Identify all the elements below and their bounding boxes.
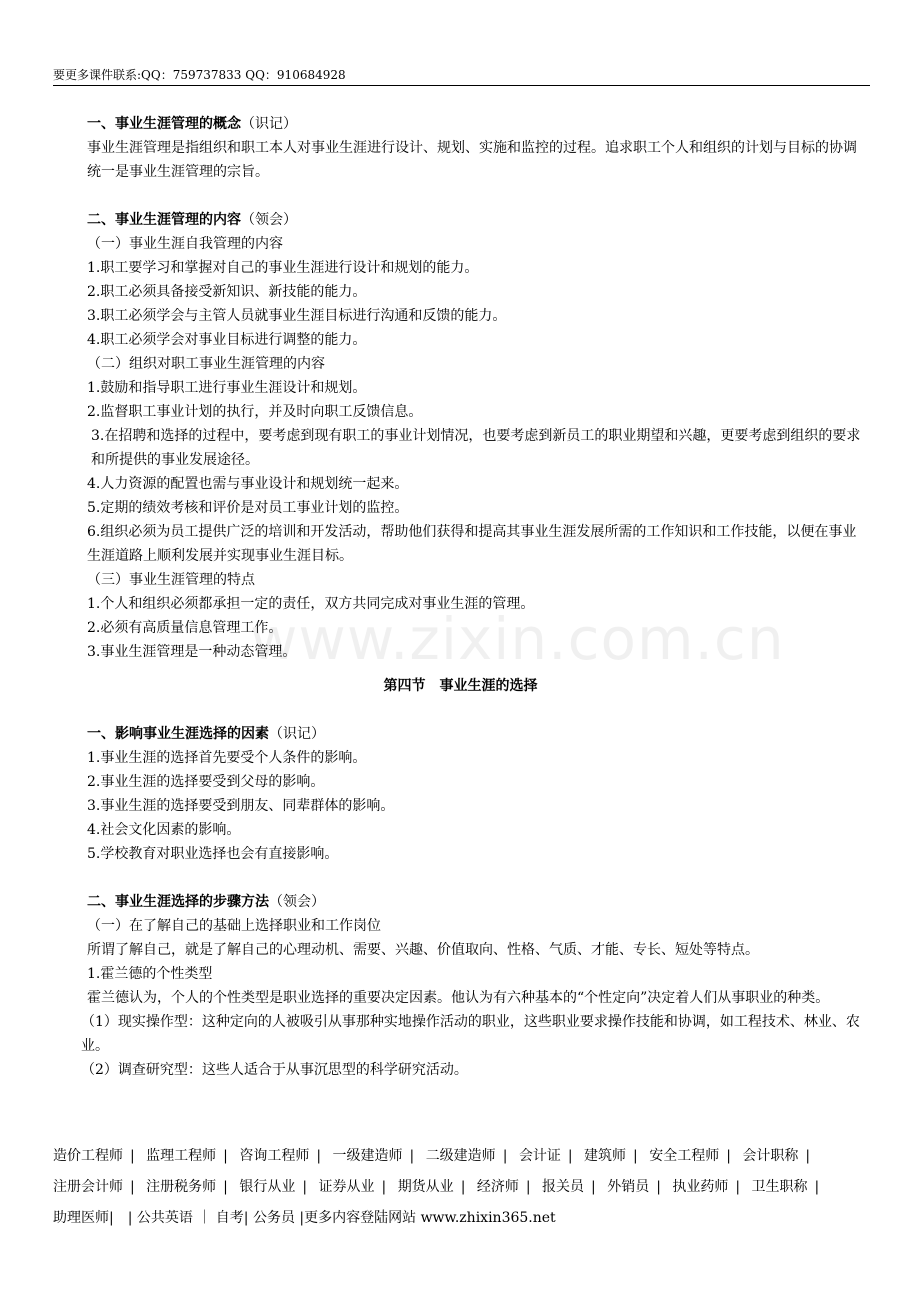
footer-row-2: 注册会计师 | 注册税务师 | 银行从业 | 证券从业 | 期货从业 | 经济师 | 报关员 | 外销员 | 执业药师 | 卫生职称 |	[53, 1179, 820, 1195]
footer-link[interactable]: 执业药师	[672, 1179, 729, 1195]
list-item: 3.在招聘和选择的过程中，要考虑到现有职工的事业计划情况，也要考虑到新员工的职业期望和兴趣，更要考虑到组织的要求和所提供的事业发展途径。	[91, 428, 861, 468]
list-item: 4.职工必须学会对事业目标进行调整的能力。	[87, 332, 367, 348]
heading-note: （领会）	[241, 212, 297, 228]
heading-note: （识记）	[241, 116, 297, 132]
list-item: 1.鼓励和指导职工进行事业生涯设计和规划。	[87, 380, 367, 396]
list-item: 1.个人和组织必须都承担一定的责任，双方共同完成对事业生涯的管理。	[87, 596, 535, 612]
list-item: 2.职工必须具备接受新知识、新技能的能力。	[87, 284, 367, 300]
subheading: （一）事业生涯自我管理的内容	[87, 236, 283, 252]
paragraph: 1.霍兰德的个性类型	[87, 966, 213, 982]
footer-link[interactable]: 报关员	[542, 1179, 585, 1195]
section-heading-4	[53, 890, 868, 914]
section-heading-2	[53, 208, 868, 232]
heading-title: 一、事业生涯管理的概念	[87, 116, 241, 132]
watermark: www.zixin.com.cn	[250, 605, 785, 673]
paragraph: （2）调查研究型：这些人适合于从事沉思型的科学研究活动。	[81, 1062, 468, 1078]
document-body	[53, 112, 868, 1082]
footer-link[interactable]: 咨询工程师	[239, 1148, 310, 1164]
footer-link[interactable]: 监理工程师	[146, 1148, 217, 1164]
footer-link[interactable]: 注册会计师	[53, 1179, 123, 1195]
footer-link[interactable]: 一级建造师	[332, 1148, 403, 1164]
list-item: 3.职工必须学会与主管人员就事业生涯目标进行沟通和反馈的能力。	[87, 308, 507, 324]
section-heading-3	[53, 722, 868, 746]
subheading: （二）组织对职工事业生涯管理的内容	[87, 356, 325, 372]
heading-note: （识记）	[269, 726, 325, 742]
section-heading-1	[53, 112, 868, 136]
list-item: 1.职工要学习和掌握对自己的事业生涯进行设计和规划的能力。	[87, 260, 479, 276]
footer-link[interactable]: 外销员	[607, 1179, 650, 1195]
list-item: 1.事业生涯的选择首先要受个人条件的影响。	[87, 750, 367, 766]
footer-link[interactable]: 注册税务师	[146, 1179, 217, 1195]
list-item: 4.人力资源的配置也需与事业设计和规划统一起来。	[87, 476, 409, 492]
subheading: （一）在了解自己的基础上选择职业和工作岗位	[87, 918, 381, 934]
footer-link[interactable]: 二级建造师	[425, 1148, 496, 1164]
footer-link[interactable]: 期货从业	[397, 1179, 454, 1195]
paragraph: 所谓了解自己，就是了解自己的心理动机、需要、兴趣、价值取向、性格、气质、才能、专长、短处等特点。	[87, 942, 759, 958]
paragraph: （1）现实操作型：这种定向的人被吸引从事那种实地操作活动的职业，这些职业要求操作技能和协调，如工程技术、林业、农业。	[81, 1014, 860, 1054]
footer-link[interactable]: 经济师	[476, 1179, 519, 1195]
footer-link[interactable]: 卫生职称	[751, 1179, 808, 1195]
section-title: 第四节 事业生涯的选择	[383, 678, 538, 694]
footer-link[interactable]: 造价工程师	[53, 1148, 123, 1164]
page-header: 要更多课件联系:QQ：759737833 QQ：910684928	[53, 67, 870, 86]
footer-row-3[interactable]: 助理医师| | 公共英语 ｜ 自考| 公务员 |更多内容登陆网站 www.zhixin365.net	[53, 1210, 556, 1226]
footer-link[interactable]: 银行从业	[239, 1179, 296, 1195]
list-item: 5.学校教育对职业选择也会有直接影响。	[87, 846, 339, 862]
footer-links	[53, 1141, 878, 1234]
footer-row-1: 造价工程师 | 监理工程师 | 咨询工程师 | 一级建造师 | 二级建造师 | 会计证 | 建筑师 | 安全工程师 | 会计职称 |	[53, 1148, 811, 1164]
list-item: 2.事业生涯的选择要受到父母的影响。	[87, 774, 325, 790]
footer-link[interactable]: 会计证	[518, 1148, 561, 1164]
list-item: 6.组织必须为员工提供广泛的培训和开发活动，帮助他们获得和提高其事业生涯发展所需的工作知识和工作技能，以便在事业生涯道路上顺利发展并实现事业生涯目标。	[87, 524, 857, 564]
paragraph: 事业生涯管理是指组织和职工本人对事业生涯进行设计、规划、实施和监控的过程。追求职工个人和组织的计划与目标的协调统一是事业生涯管理的宗旨。	[87, 140, 857, 180]
heading-title: 二、事业生涯选择的步骤方法	[87, 894, 269, 910]
list-item: 2.必须有高质量信息管理工作。	[87, 620, 283, 636]
heading-title: 二、事业生涯管理的内容	[87, 212, 241, 228]
paragraph: 霍兰德认为，个人的个性类型是职业选择的重要决定因素。他认为有六种基本的“个性定向”决定着人们从事职业的种类。	[87, 990, 830, 1006]
list-item: 3.事业生涯管理是一种动态管理。	[87, 644, 297, 660]
list-item: 5.定期的绩效考核和评价是对员工事业计划的监控。	[87, 500, 409, 516]
list-item: 3.事业生涯的选择要受到朋友、同辈群体的影响。	[87, 798, 395, 814]
list-item: 2.监督职工事业计划的执行，并及时向职工反馈信息。	[87, 404, 423, 420]
footer-link[interactable]: 证券从业	[318, 1179, 375, 1195]
heading-note: （领会）	[269, 894, 325, 910]
list-item: 4.社会文化因素的影响。	[87, 822, 241, 838]
subheading: （三）事业生涯管理的特点	[87, 572, 255, 588]
footer-link[interactable]: 会计职称	[742, 1148, 799, 1164]
footer-link[interactable]: 安全工程师	[649, 1148, 720, 1164]
heading-title: 一、影响事业生涯选择的因素	[87, 726, 269, 742]
footer-link[interactable]: 建筑师	[584, 1148, 627, 1164]
